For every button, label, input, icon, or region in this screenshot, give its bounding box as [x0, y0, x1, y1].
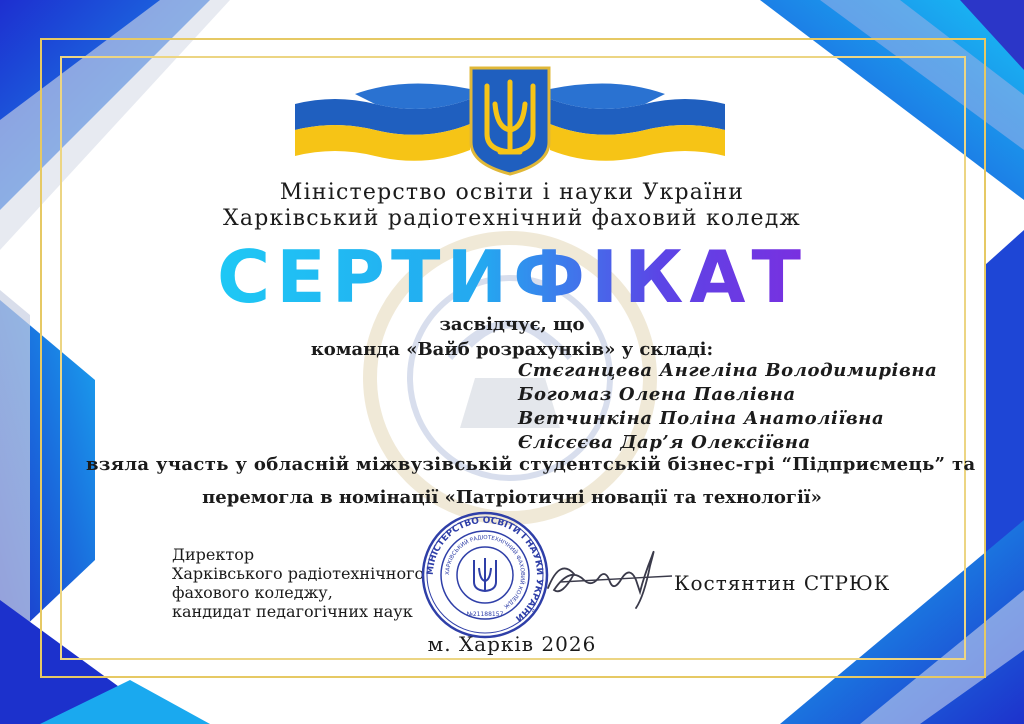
stamp-ring-text: МІНІСТЕРСТВО ОСВІТИ І НАУКИ УКРАЇНИ: [425, 515, 545, 624]
member-name: Стєганцева Ангеліна Володимирівна: [518, 360, 938, 381]
college-name: Харківський радіотехнічний фаховий коледж: [223, 206, 801, 231]
certifies-text: засвідчує, що: [439, 314, 585, 335]
stamp-trident-icon: [474, 558, 496, 591]
director-institution-cont: фахового коледжу,: [172, 583, 333, 602]
member-name: Єлісєєва Дар’я Олексіївна: [518, 432, 811, 453]
director-signature: [540, 536, 680, 616]
title-text: СЕРТИФІКАТ: [217, 236, 807, 316]
member-name: Богомаз Олена Павлівна: [518, 384, 796, 405]
director-institution: Харківського радіотехнічного: [172, 564, 425, 583]
stamp-inner-text: ХАРКІВСЬКИЙ РАДІОТЕХНІЧНИЙ ФАХОВИЙ КОЛЕДЖ: [444, 534, 526, 610]
flag-ribbon-emblem: [295, 64, 725, 176]
participation-text: взяла участь у обласній міжвузівській студентській бізнес-грі “Підприємець” та: [86, 454, 976, 475]
official-stamp-icon: [418, 508, 552, 642]
victory-text: перемогла в номінації «Патріотичні новації та технології»: [202, 487, 822, 508]
director-degree: кандидат педагогічних наук: [172, 602, 413, 621]
stamp-code: №21188157: [466, 611, 504, 618]
team-line: команда «Вайб розрахунків» у складі:: [310, 339, 714, 360]
ministry-name: Міністерство освіти і науки України: [279, 180, 745, 205]
member-name: Ветчинкіна Поліна Анатоліївна: [518, 408, 885, 429]
director-title: Директор: [172, 545, 255, 564]
signer-name: Костянтин СТРЮК: [674, 571, 891, 595]
city-year: м. Харків 2026: [427, 632, 597, 656]
certificate-title: [210, 236, 814, 316]
